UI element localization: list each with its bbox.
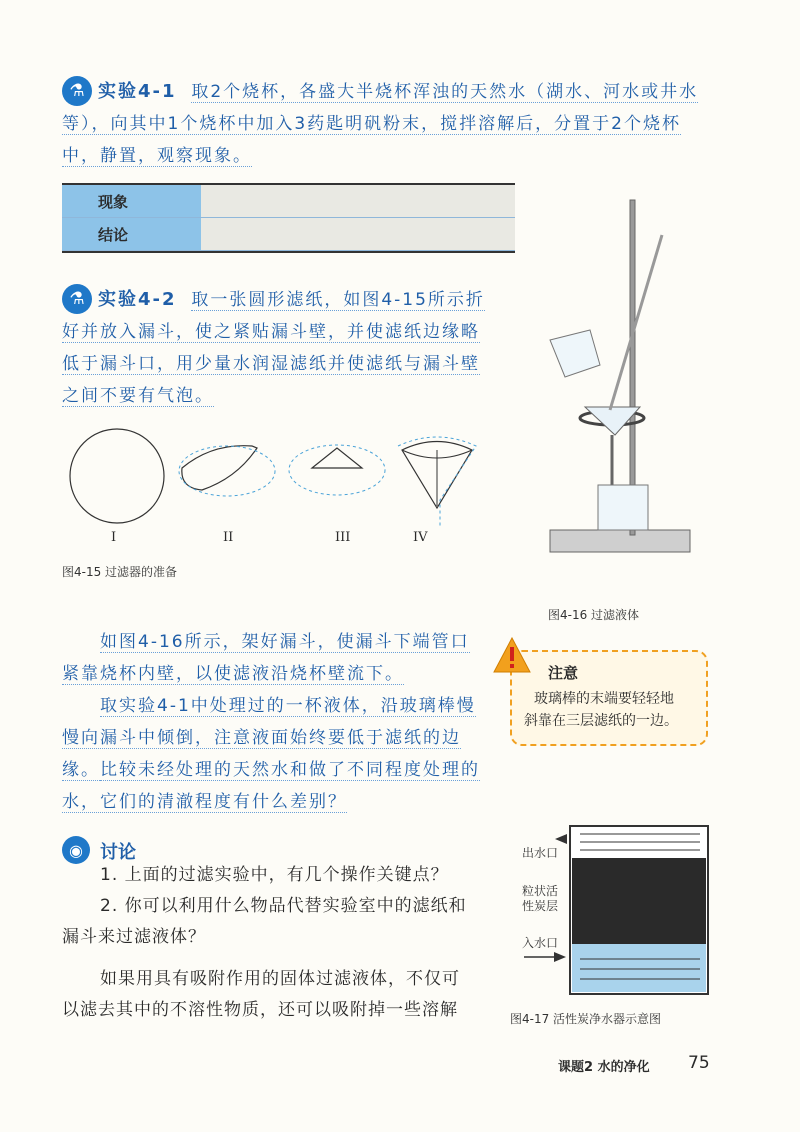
fig416-caption: 图4-16 过滤液体 bbox=[548, 608, 640, 622]
note-line1: 玻璃棒的末端要轻轻地 bbox=[534, 691, 674, 707]
answer-cell[interactable] bbox=[201, 185, 515, 218]
para2-line1: 取实验4-1中处理过的一杯液体，沿玻璃棒慢 bbox=[100, 696, 476, 716]
answer-cell[interactable] bbox=[201, 218, 515, 251]
fig417-carbon-label-b: 性炭层 bbox=[522, 899, 559, 913]
row-label-phenomenon: 现象 bbox=[62, 185, 201, 218]
row-label-conclusion: 结论 bbox=[62, 218, 201, 251]
discussion-q2b: 漏斗来过滤液体？ bbox=[62, 927, 206, 947]
flask-icon: ⚗ bbox=[62, 76, 92, 106]
fig415-label-2: II bbox=[223, 530, 234, 545]
experiment2-line1-wrap bbox=[98, 284, 498, 316]
table-row bbox=[62, 218, 515, 251]
experiment2-line4: 之间不要有气泡。 bbox=[62, 386, 214, 406]
activated-carbon-purifier-diagram bbox=[565, 824, 715, 996]
fig417-carbon-label-a: 粒状活 bbox=[522, 884, 559, 898]
experiment1-line2: 等），向其中1个烧杯中加入3药匙明矾粉末，搅拌溶解后，分置于2个烧杯 bbox=[62, 114, 681, 134]
experiment1-line2-wrap bbox=[62, 108, 742, 140]
experiment2-title: 实验4-2 bbox=[98, 289, 177, 310]
para1-line2: 紧靠烧杯内壁，以使滤液沿烧杯壁流下。 bbox=[62, 664, 404, 684]
fig415-label-4: IV bbox=[413, 530, 428, 545]
outlet-arrow-icon bbox=[555, 834, 567, 844]
para1-line2-wrap bbox=[62, 658, 492, 690]
discussion-q2a: 2. 你可以利用什么物品代替实验室中的滤纸和 bbox=[100, 896, 467, 916]
table-row bbox=[62, 185, 515, 218]
discussion-title: 讨论 bbox=[100, 842, 136, 863]
para3-line2: 水，它们的清澈程度有什么差别？ bbox=[62, 792, 347, 812]
discussion-q1: 1. 上面的过滤实验中，有几个操作关键点？ bbox=[100, 865, 449, 885]
discussion-icon: ◉ bbox=[62, 836, 90, 864]
closing-line1: 如果用具有吸附作用的固体过滤液体，不仅可 bbox=[100, 969, 460, 989]
page-number: 75 bbox=[688, 1053, 710, 1073]
para2-line2: 慢向漏斗中倾倒，注意液面始终要低于滤纸的边缘。 bbox=[62, 728, 461, 780]
experiment2-line4-wrap bbox=[62, 380, 502, 412]
para1-line1: 如图4-16所示，架好漏斗，使漏斗下端管口 bbox=[100, 632, 470, 652]
fig417-caption: 图4-17 活性炭净水器示意图 bbox=[510, 1012, 662, 1026]
experiment2-line2-wrap bbox=[62, 316, 502, 348]
filter-paper-folding-diagram bbox=[62, 428, 482, 538]
fig415-label-3: III bbox=[335, 530, 351, 545]
note-line2: 斜靠在三层滤纸的一边。 bbox=[524, 713, 678, 729]
fig417-outlet-label: 出水口 bbox=[522, 846, 559, 860]
para3-line2-wrap bbox=[62, 786, 492, 818]
experiment2-line2: 好并放入漏斗，使之紧贴漏斗壁，并使滤纸边缘略 bbox=[62, 322, 480, 342]
experiment1-line1: 取2个烧杯，各盛大半烧杯浑浊的天然水（湖水、河水或井水 bbox=[191, 82, 699, 102]
experiment2-line1: 取一张圆形滤纸，如图4-15所示折 bbox=[191, 290, 485, 310]
warning-icon bbox=[492, 636, 532, 676]
flask-icon: ⚗ bbox=[62, 284, 92, 314]
fig415-caption: 图4-15 过滤器的准备 bbox=[62, 565, 178, 579]
inlet-arrow-icon bbox=[524, 952, 566, 962]
footer-section: 课题2 水的净化 bbox=[558, 1060, 650, 1075]
experiment1-block bbox=[98, 76, 738, 108]
observation-table bbox=[62, 183, 515, 253]
filtration-apparatus-illustration bbox=[530, 195, 710, 565]
experiment1-line3: 中，静置，观察现象。 bbox=[62, 146, 252, 166]
experiment1-line3-wrap bbox=[62, 140, 742, 172]
para3-line1-wrap bbox=[100, 754, 490, 786]
fig417-inlet-label: 入水口 bbox=[522, 936, 559, 950]
para3-line1: 比较未经处理的天然水和做了不同程度处理的 bbox=[100, 760, 480, 780]
fig415-label-1: I bbox=[111, 530, 117, 545]
note-title: 注意 bbox=[548, 664, 579, 682]
experiment2-line3-wrap bbox=[62, 348, 502, 380]
experiment1-title: 实验4-1 bbox=[98, 81, 177, 102]
note-box bbox=[510, 650, 708, 746]
closing-line2: 以滤去其中的不溶性物质，还可以吸附掉一些溶解 bbox=[62, 1000, 458, 1020]
para1-line1-wrap bbox=[100, 626, 490, 658]
experiment2-line3: 低于漏斗口，用少量水润湿滤纸并使滤纸与漏斗壁 bbox=[62, 354, 480, 374]
para2-line1-wrap bbox=[100, 690, 490, 722]
